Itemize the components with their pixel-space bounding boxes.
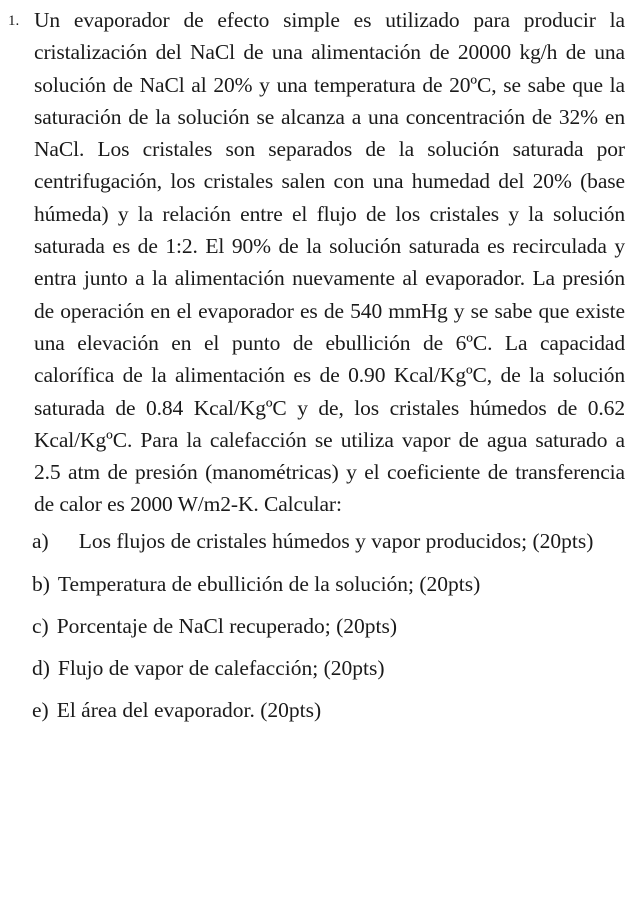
question-label: d) — [32, 655, 50, 680]
question-list — [32, 525, 625, 726]
problem-number: 1. — [8, 13, 20, 29]
question-item-c — [32, 610, 625, 642]
question-text: Temperatura de ebullición de la solución; (20pts) — [57, 571, 481, 596]
question-label: b) — [32, 571, 50, 596]
problem-statement — [6, 4, 625, 521]
question-item-b — [32, 568, 625, 600]
question-label: e) — [32, 697, 49, 722]
question-label: a) — [32, 528, 49, 553]
question-item-d — [32, 652, 625, 684]
problem-text: Un evaporador de efecto simple es utilizado para producir la cristalización del NaCl de una alimentación de 20000 kg/h de una solución de NaCl al 20% y una temperatura de 20ºC, se sabe que la saturación de la solución se alcanza a una concentración de 32% en NaCl. Los cristales son separados de la solución saturada por centrifugación, los cristales salen con una humedad del 20% (base húmeda) y la relación entre el flujo de los cristales y la solución saturada es de 1:2. El 90% de la solución saturada es recirculada y entra junto a la alimentación nuevamente al evaporador. La presión de operación en el evaporador es de 540 mmHg y se sabe que existe una elevación en el punto de ebullición de 6ºC. La capacidad calorífica de la alimentación es de 0.90 Kcal/KgºC, de la solución saturada de 0.84 Kcal/KgºC y de, los cristales húmedos de 0.62 Kcal/KgºC. Para la calefacción se utiliza vapor de agua saturado a 2.5 atm de presión (manométricas) y el coeficiente de transferencia de calor es 2000 W/m2-K. Calcular: — [34, 8, 625, 517]
question-label: c) — [32, 613, 49, 638]
question-text: Porcentaje de NaCl recuperado; (20pts) — [56, 613, 397, 638]
question-text: Los flujos de cristales húmedos y vapor producidos; (20pts) — [78, 528, 594, 553]
question-text: El área del evaporador. (20pts) — [56, 697, 322, 722]
question-item-a — [32, 525, 625, 557]
question-text: Flujo de vapor de calefacción; (20pts) — [57, 655, 385, 680]
question-item-e — [32, 694, 625, 726]
